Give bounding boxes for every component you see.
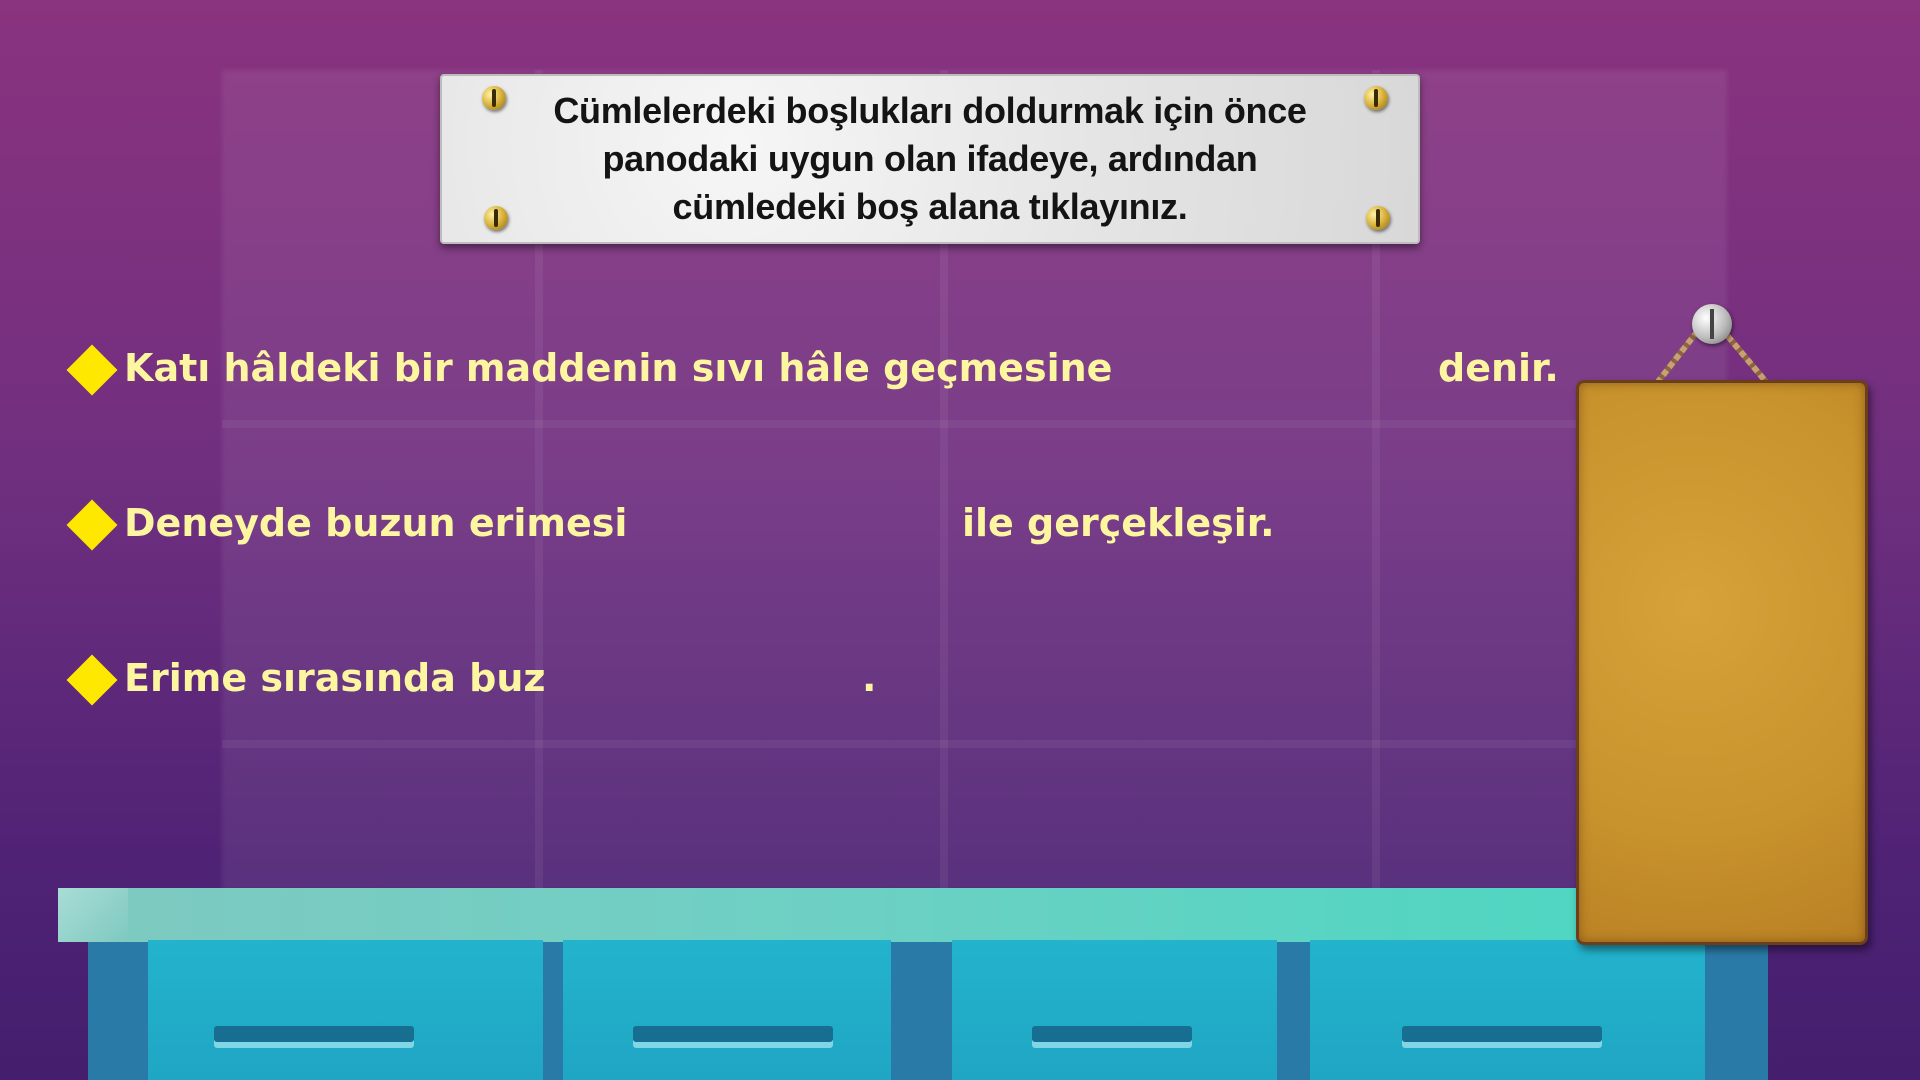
sentence-3-blank[interactable]	[567, 654, 897, 706]
desk-drawer	[1310, 940, 1705, 1080]
window-frame-line	[222, 420, 1727, 428]
screw-icon	[1364, 86, 1388, 110]
desk-drawer	[952, 940, 1277, 1080]
diamond-bullet-icon	[67, 655, 118, 706]
sentence-3-after: .	[862, 656, 877, 700]
sentence-1-blank[interactable]	[1132, 344, 1472, 396]
sentence-2-before: Deneyde buzun erimesi	[124, 501, 628, 545]
instruction-plate	[440, 74, 1420, 244]
window-frame-line	[222, 740, 1727, 748]
drawer-handle	[1402, 1026, 1602, 1048]
sentence-1-before: Katı hâldeki bir maddenin sıvı hâle geçmesine	[124, 346, 1113, 390]
diamond-bullet-icon	[67, 345, 118, 396]
diamond-bullet-icon	[67, 500, 118, 551]
drawer-handle	[633, 1026, 833, 1048]
drawer-handle	[1032, 1026, 1192, 1048]
pin-icon	[1692, 304, 1732, 344]
desk-drawer	[563, 940, 891, 1080]
drawer-handle	[214, 1026, 414, 1048]
desk-top	[58, 888, 1578, 942]
screw-icon	[1366, 206, 1390, 230]
sentence-2	[62, 495, 1302, 555]
sentence-2-after: ile gerçekleşir.	[962, 501, 1275, 545]
answer-board[interactable]	[1576, 380, 1868, 945]
desk-drawer	[148, 940, 543, 1080]
sentence-1	[62, 340, 1582, 400]
instruction-text: Cümlelerdeki boşlukları doldurmak için önce panodaki uygun olan ifadeye, ardından cümledeki boş alana tıklayınız.	[553, 90, 1307, 227]
sentence-2-blank[interactable]	[667, 499, 1007, 551]
sentence-3	[62, 650, 962, 710]
screw-icon	[482, 86, 506, 110]
sentence-1-after: denir.	[1438, 346, 1559, 390]
screw-icon	[484, 206, 508, 230]
sentence-3-before: Erime sırasında buz	[124, 656, 546, 700]
